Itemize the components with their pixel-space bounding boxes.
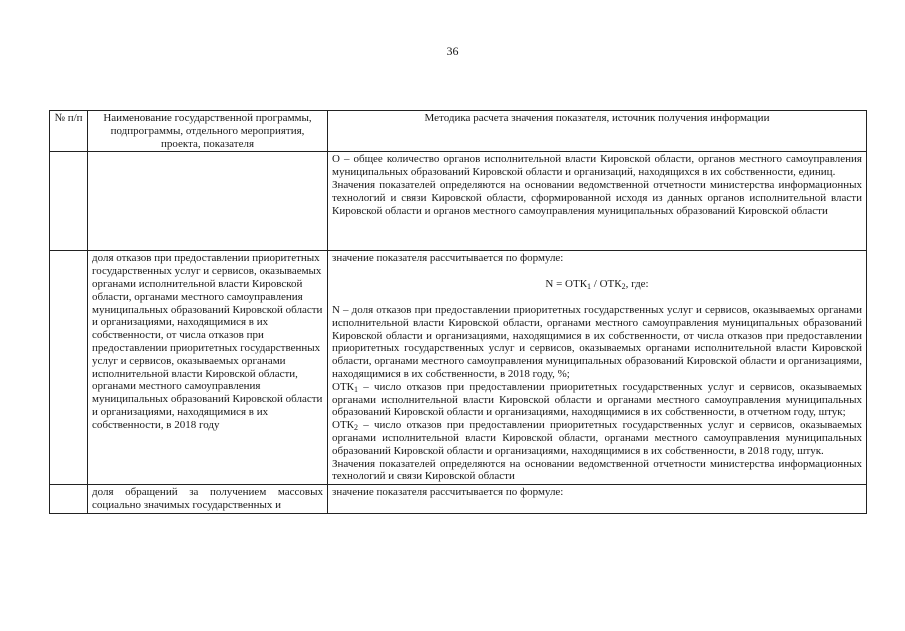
variable-definition-otk2: $ОТК_2$ – число отказов при предоставлении приоритетных государственных услуг и сервисов, оказываемых органами исполнительной власти Кировской области, органами местного самоуправления муниципальных образований Кировской области и организациями, находящимися в их собственности, в 2018 году, штук. [332,419,862,457]
header-name: Наименование государственной программы, подпрограммы, отдельного мероприятия, проекта, показателя [88,111,328,152]
header-methodology: Методика расчета значения показателя, источник получения информации [328,111,867,152]
header-number: № п/п [50,111,88,152]
indicator-name-cell [88,152,328,251]
table-row [50,251,867,485]
row-number-cell [50,485,88,514]
methodology-cell: значение показателя рассчитывается по формуле: [328,485,867,514]
data-source-text: Значения показателей определяются на основании ведомственной отчетности министерства информационных технологий и связи Кировской области, сформированной исходя из данных органов исполнительной власти Кировской области и органов местного самоуправления муниципальных образований Кировской области [332,178,862,217]
row-number-cell [50,152,88,251]
indicator-name-cell: доля обращений за получением массовых социально значимых государственных и [88,485,328,514]
methodology-table [49,110,867,514]
methodology-cell [328,251,867,485]
variable-definition-n: N – доля отказов при предоставлении приоритетных государственных услуг и сервисов, оказываемых органами исполнительной власти Кировской области, органами местного самоуправления муниципальных образований Кировской области и организациями, находящимися в их собственности, от числа отказов при предоставлении приоритетных государственных услуг и сервисов, оказываемых органами исполнительной власти Кировской области, органами местного самоуправления муниципальных образований Кировской области и организациями, находящимися в их собственности, в 2018 году, %; [332,303,862,380]
row-number-cell [50,251,88,485]
methodology-cell [328,152,867,251]
indicator-name-cell: доля отказов при предоставлении приоритетных государственных услуг и сервисов, оказываемых органами исполнительной власти Кировской области, органами местного самоуправления муниципальных образований Кировской области и организациями, находящимися в их собственности, от числа отказов при предоставлении приоритетных государственных услуг и сервисов, оказываемых органами исполнительной власти Кировской области, органами местного самоуправления муниципальных образований Кировской области и организациями, находящимися в их собственности, в 2018 году [88,251,328,485]
table-header-row [50,111,867,152]
table-row [50,152,867,251]
page-number: 36 [446,44,459,58]
table-row [50,485,867,514]
formula: $N = ОТК_1 / ОТК_2$, где: [545,278,649,292]
variable-definition-otk1: $ОТК_1$ – число отказов при предоставлении приоритетных государственных услуг и сервисов, оказываемых органами исполнительной власти Кировской области и органами местного самоуправления муниципальных образований Кировской области и организациями, находящимися в их собственности, в отчетном году, штук; [332,380,862,419]
variable-definition-o: О – общее количество органов исполнительной власти Кировской области, органов местного самоуправления муниципальных образований Кировской области и организаций, находящихся в их собственности, единиц. [332,153,862,179]
formula-intro: значение показателя рассчитывается по формуле: [332,252,564,265]
data-source-text: Значения показателей определяются на основании ведомственной отчетности министерства информационных технологий и связи Кировской области [332,457,862,483]
